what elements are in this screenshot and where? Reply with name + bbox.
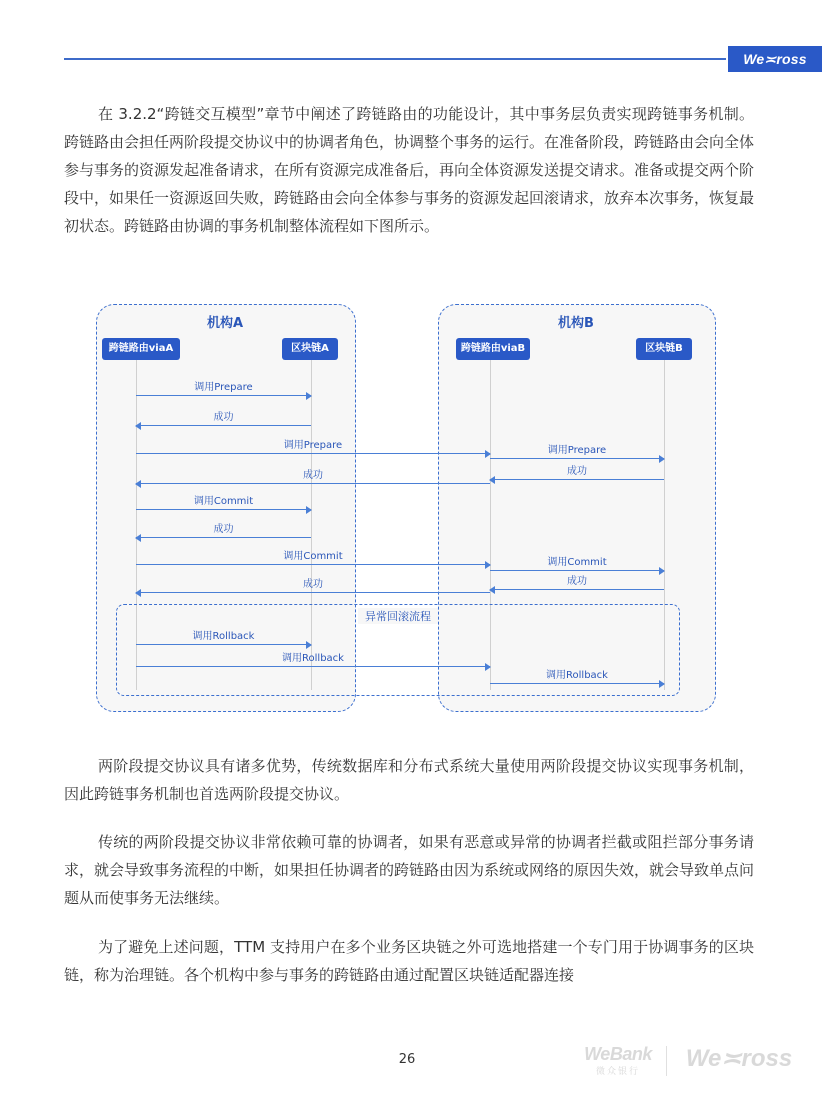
page-number: 26: [398, 1052, 416, 1067]
message-arrow: 调用Rollback: [136, 631, 311, 645]
message-arrow: 调用Prepare: [490, 445, 664, 459]
webank-watermark-subtitle: 微众银行: [595, 1067, 640, 1077]
paragraph-intro: 在 3.2.2“跨链交互模型”章节中阐述了跨链路由的功能设计，其中事务层负责实现跨链事务机制。跨链路由会担任两阶段提交协议中的协调者角色，协调整个事务的运行。在准备阶段，跨链路由会向全体参与事务的资源发起准备请求，在所有资源完成准备后，再向全体资源发送提交请求。准备或提交两个阶段中，如果任一资源返回失败，跨链路由会向全体参与事务的资源发起回滚请求，放弃本次事务，恢复最初状态。跨链路由协调的事务机制整体流程如下图所示。: [64, 105, 755, 235]
message-arrow: 调用Rollback: [490, 670, 664, 684]
abnormal-rollback-label: 异常回滚流程: [358, 608, 438, 624]
org-b-title: 机构B: [558, 316, 594, 331]
actor-router-a: 跨链路由viaA: [102, 338, 180, 360]
message-arrow: 成功: [490, 466, 664, 480]
message-arrow: 调用Commit: [490, 557, 664, 571]
paragraph-advantages: 两阶段提交协议具有诸多优势，传统数据库和分布式系统大量使用两阶段提交协议实现事务机制，因此跨链事务机制也首选两阶段提交协议。: [64, 757, 754, 803]
message-arrow: 成功: [136, 579, 490, 593]
message-arrow: 成功: [136, 412, 311, 426]
message-arrow: 调用Commit: [136, 551, 490, 565]
wecross-watermark-logo: We≍ross: [685, 1045, 793, 1072]
actor-router-b: 跨链路由viaB: [456, 338, 530, 360]
message-arrow: 调用Commit: [136, 496, 311, 510]
message-arrow: 成功: [136, 470, 490, 484]
message-arrow: 成功: [490, 576, 664, 590]
paragraph-governance-chain: 为了避免上述问题，TTM 支持用户在多个业务区块链之外可选地搭建一个专门用于协调事务的区块链，称为治理链。各个机构中参与事务的跨链路由通过配置区块链适配器连接: [64, 938, 754, 984]
actor-chain-a: 区块链A: [282, 338, 338, 360]
message-arrow: 调用Prepare: [136, 382, 311, 396]
paragraph-coordinator-risk: 传统的两阶段提交协议非常依赖可靠的协调者，如果有恶意或异常的协调者拦截或阻拦部分事务请求，就会导致事务流程的中断，如果担任协调者的跨链路由因为系统或网络的原因失效，就会导致单点问题从而使事务无法继续。: [64, 833, 755, 907]
actor-chain-b: 区块链B: [636, 338, 692, 360]
webank-watermark-logo: WeBank: [584, 1044, 652, 1064]
watermark-divider: [666, 1046, 667, 1076]
message-arrow: 调用Rollback: [136, 653, 490, 667]
message-arrow: 调用Prepare: [136, 440, 490, 454]
header-rule: [64, 58, 726, 60]
message-arrow: 成功: [136, 524, 311, 538]
org-a-title: 机构A: [206, 316, 244, 331]
transaction-flow-diagram: [94, 302, 720, 714]
wecross-logo: We≍ross: [728, 46, 822, 72]
